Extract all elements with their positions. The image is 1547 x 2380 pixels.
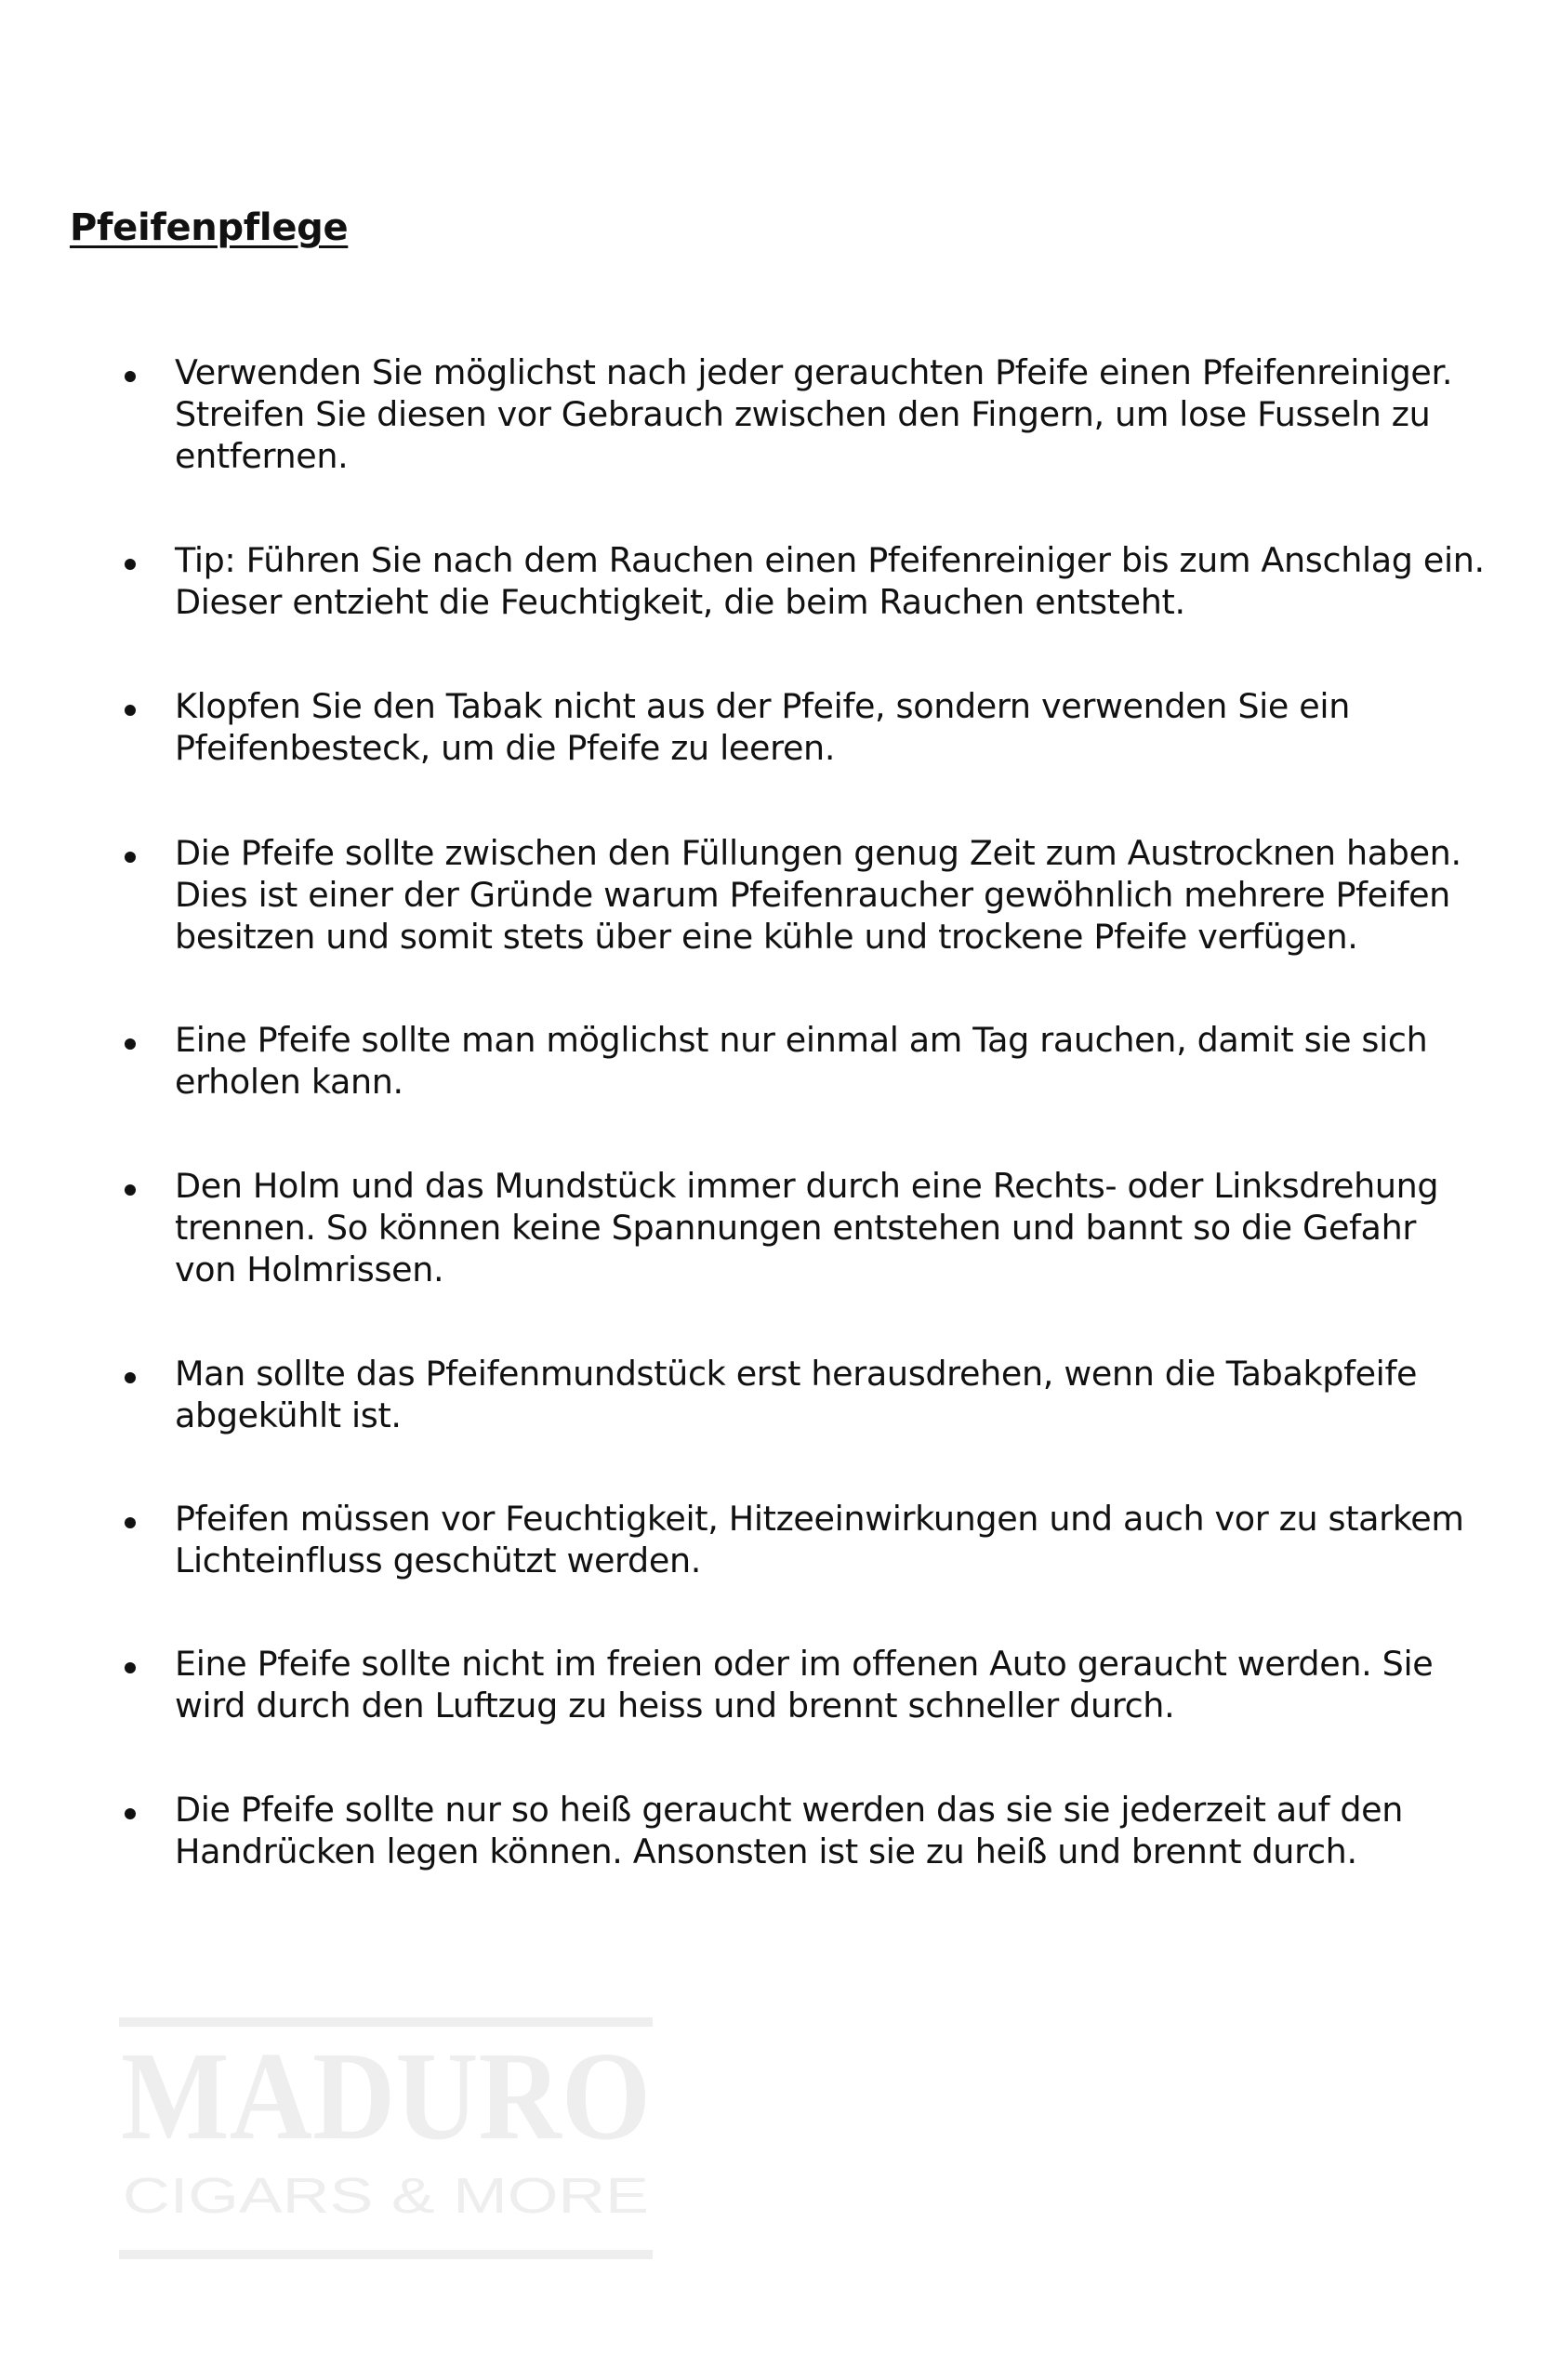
- logo-brand-text: MADURO: [121, 2027, 651, 2166]
- list-item-text: Verwenden Sie möglichst nach jeder gerauchten Pfeife einen Pfeifenreiniger. Streifen Sie diesen vor Gebrauch zwischen den Fingern, um lose Fusseln zu entfernen.: [175, 352, 1453, 476]
- list-item-text: Die Pfeife sollte zwischen den Füllungen genug Zeit zum Austrocknen haben. Dies ist einer der Gründe warum Pfeifenraucher gewöhnlich mehrere Pfeifen besitzen und somit stets über eine kühle und trockene Pfeife verfügen.: [175, 833, 1461, 957]
- bullet-icon: [125, 1808, 136, 1819]
- list-item-text: Den Holm und das Mundstück immer durch eine Rechts- oder Linksdrehung trennen. So können keine Spannungen entstehen und bannt so die Gefahr von Holmrissen.: [175, 1166, 1439, 1289]
- logo-tagline-text: CIGARS & MORE: [123, 2168, 649, 2224]
- bullet-icon: [125, 559, 136, 570]
- bullet-icon: [125, 1517, 136, 1528]
- list-item-text: Eine Pfeife sollte nicht im freien oder im offenen Auto geraucht werden. Sie wird durch den Luftzug zu heiss und brennt schneller durch.: [175, 1644, 1434, 1726]
- list-item-text: Pfeifen müssen vor Feuchtigkeit, Hitzeeinwirkungen und auch vor zu starkem Lichteinfluss geschützt werden.: [175, 1499, 1464, 1580]
- bullet-icon: [125, 1184, 136, 1196]
- list-item-text: Klopfen Sie den Tabak nicht aus der Pfeife, sondern verwenden Sie ein Pfeifenbesteck, um die Pfeife zu leeren.: [175, 686, 1350, 768]
- list-item-text: Eine Pfeife sollte man möglichst nur einmal am Tag rauchen, damit sie sich erholen kann.: [175, 1020, 1428, 1102]
- logo-bottom-rule: [119, 2250, 653, 2259]
- bullet-icon: [125, 1038, 136, 1050]
- list-item-text: Man sollte das Pfeifenmundstück erst herausdrehen, wenn die Tabakpfeife abgekühlt ist.: [175, 1354, 1418, 1435]
- bullet-icon: [125, 705, 136, 716]
- list-item-text: Die Pfeife sollte nur so heiß geraucht werden das sie sie jederzeit auf den Handrücken legen können. Ansonsten ist sie zu heiß und brennt durch.: [175, 1790, 1404, 1871]
- bullet-icon: [125, 371, 136, 382]
- logo-top-rule: [119, 2017, 653, 2027]
- page-title: Pfeifenpflege: [70, 206, 349, 249]
- bullet-icon: [125, 1372, 136, 1383]
- maduro-watermark-logo: [119, 2017, 653, 2261]
- list-item-text: Tip: Führen Sie nach dem Rauchen einen Pfeifenreiniger bis zum Anschlag ein. Dieser entzieht die Feuchtigkeit, die beim Rauchen entsteht.: [175, 540, 1485, 622]
- bullet-icon: [125, 1662, 136, 1673]
- bullet-icon: [125, 852, 136, 863]
